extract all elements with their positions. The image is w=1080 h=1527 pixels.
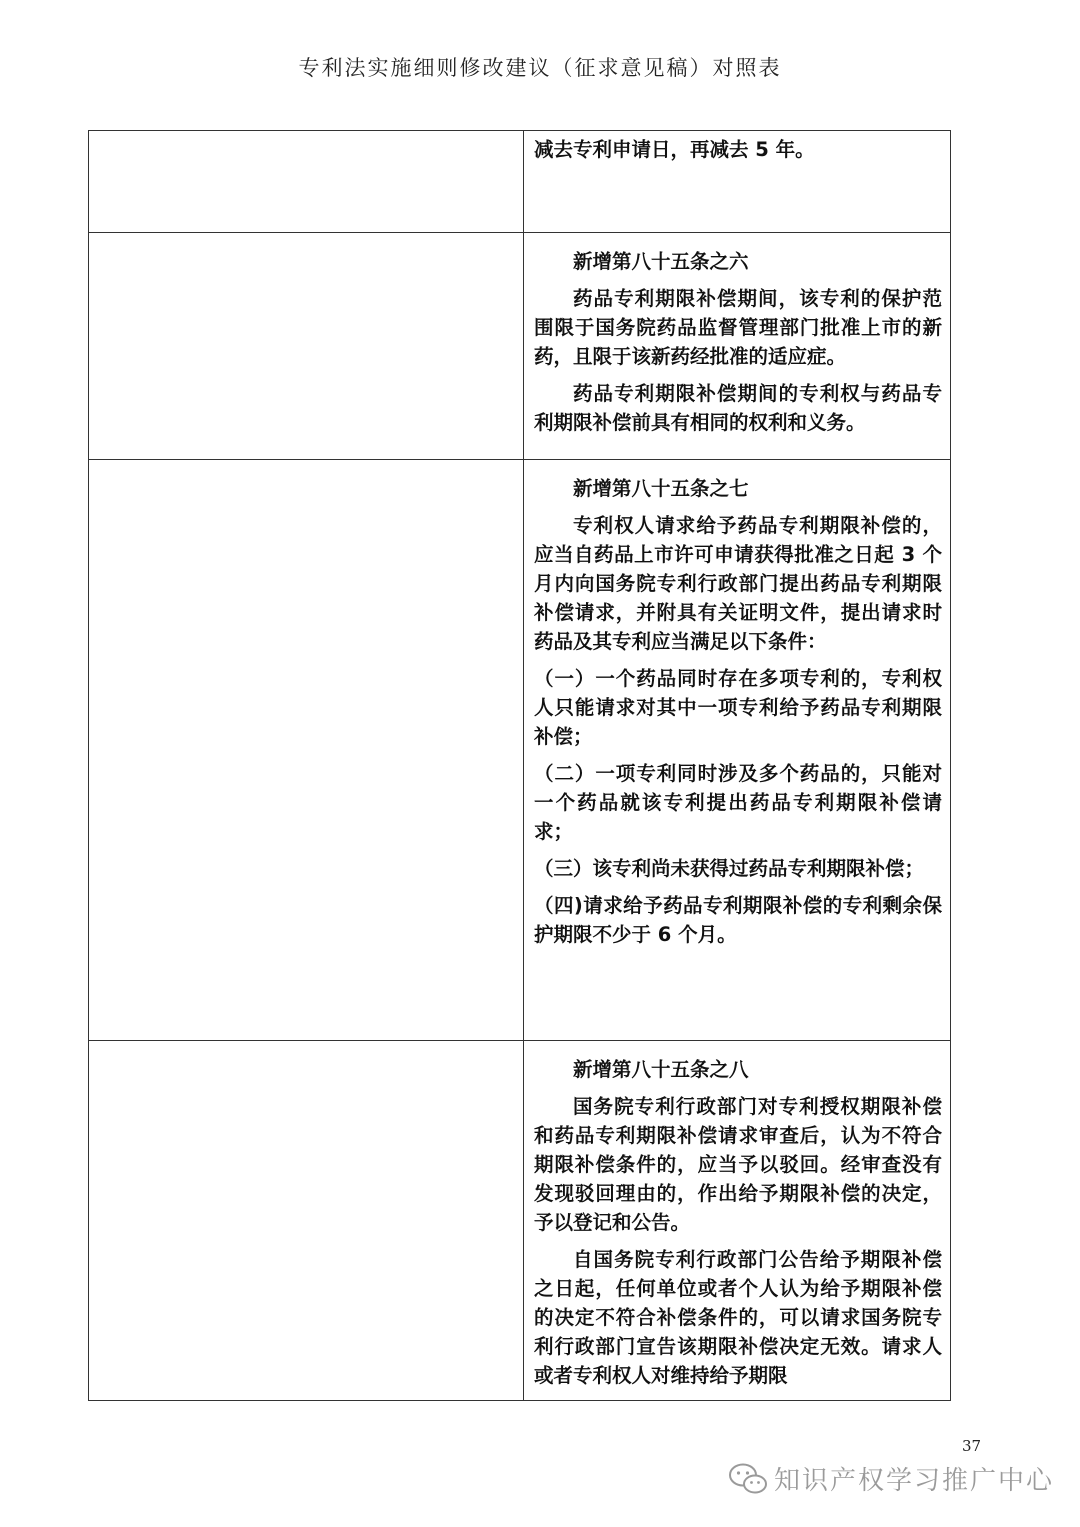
clause-item: （一）一个药品同时存在多项专利的，专利权人只能请求对其中一项专利给予药品专利期限补偿； — [534, 667, 942, 748]
clause-text: 减去专利申请日，再减去 5 年。 — [534, 138, 815, 161]
comparison-table — [88, 130, 951, 1401]
clause-text: 药品专利期限补偿期间的专利权与药品专利期限补偿前具有相同的权利和义务。 — [534, 382, 942, 434]
page-number: 37 — [962, 1437, 982, 1455]
clause-text: 药品专利期限补偿期间，该专利的保护范围限于国务院药品监督管理部门批准上市的新药，且限于该新药经批准的适应症。 — [534, 287, 942, 368]
table-row — [89, 460, 951, 1041]
clause-item: （二）一项专利同时涉及多个药品的，只能对一个药品就该专利提出药品专利期限补偿请求； — [534, 762, 942, 843]
article-heading: 新增第八十五条之六 — [573, 250, 749, 273]
original-text-cell — [89, 131, 524, 233]
page-header: 专利法实施细则修改建议（征求意见稿）对照表 — [298, 56, 782, 80]
table-row — [89, 1041, 951, 1401]
article-heading: 新增第八十五条之八 — [573, 1058, 749, 1081]
revised-text-cell — [524, 460, 951, 1041]
revised-text-cell — [524, 1041, 951, 1401]
watermark — [728, 1460, 1054, 1497]
original-text-cell — [89, 1041, 524, 1401]
original-text-cell — [89, 233, 524, 460]
revised-text-cell — [524, 131, 951, 233]
clause-item: （三）该专利尚未获得过药品专利期限补偿； — [534, 857, 925, 880]
table-row — [89, 131, 951, 233]
clause-text: 国务院专利行政部门对专利授权期限补偿和药品专利期限补偿请求审查后，认为不符合期限补偿条件的，应当予以驳回。经审查没有发现驳回理由的，作出给予期限补偿的决定，予以登记和公告。 — [534, 1095, 942, 1234]
article-heading: 新增第八十五条之七 — [573, 477, 749, 500]
wechat-icon — [728, 1462, 768, 1496]
revised-text-cell — [524, 233, 951, 460]
clause-text: 自国务院专利行政部门公告给予期限补偿之日起，任何单位或者个人认为给予期限补偿的决定不符合补偿条件的，可以请求国务院专利行政部门宣告该期限补偿决定无效。请求人或者专利权人对维持给予期限 — [534, 1248, 942, 1387]
clause-item: （四)请求给予药品专利期限补偿的专利剩余保护期限不少于 6 个月。 — [534, 894, 942, 946]
clause-text: 专利权人请求给予药品专利期限补偿的，应当自药品上市许可申请获得批准之日起 3 个月内向国务院专利行政部门提出药品专利期限补偿请求，并附具有关证明文件，提出请求时药品及其专利应当满足以下条件： — [534, 514, 942, 653]
original-text-cell — [89, 460, 524, 1041]
watermark-text: 知识产权学习推广中心 — [774, 1466, 1055, 1496]
table-row — [89, 233, 951, 460]
